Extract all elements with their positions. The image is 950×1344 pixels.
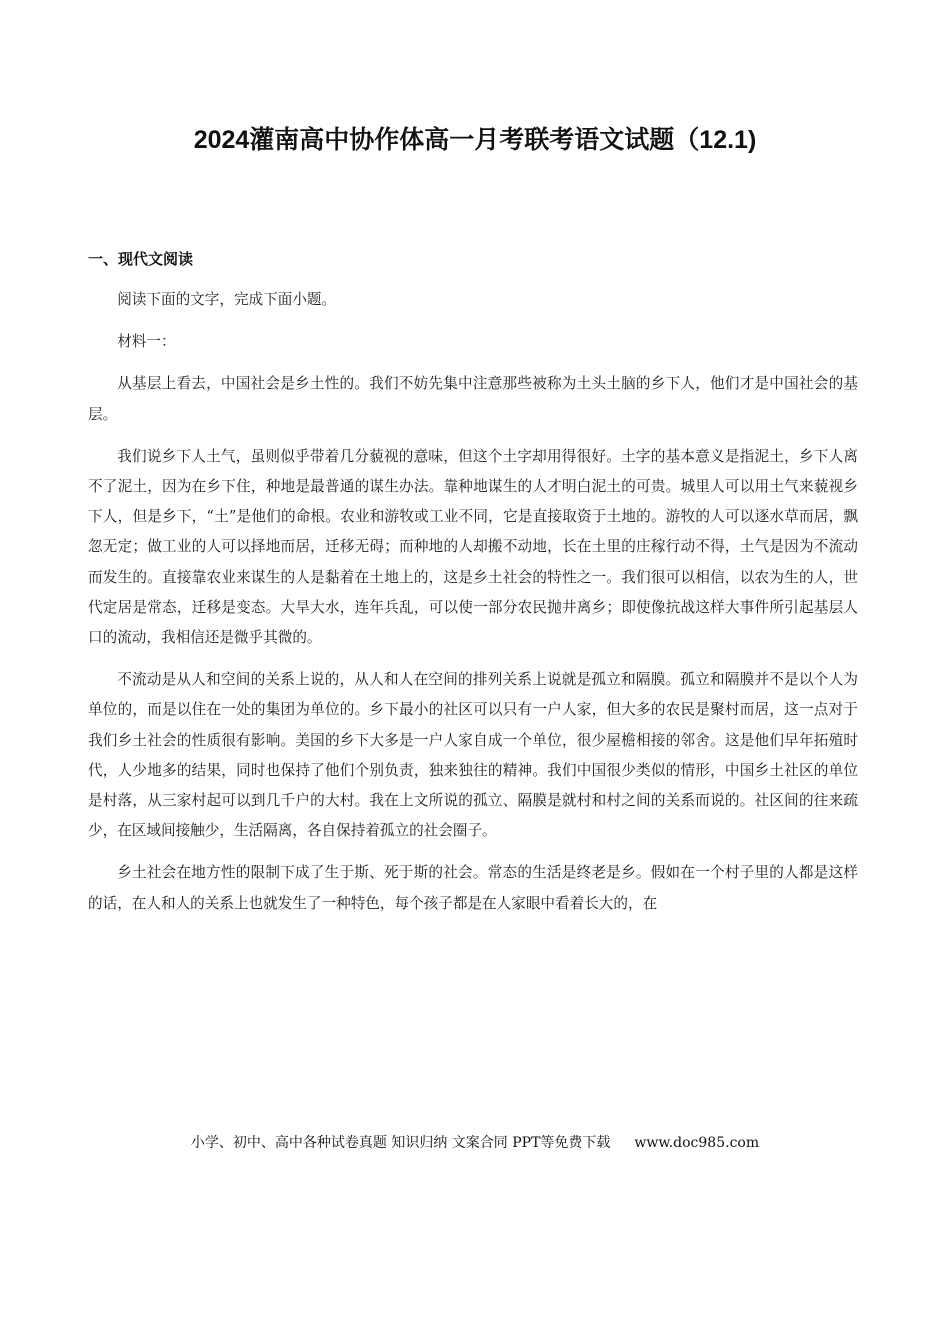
body-paragraph: 不流动是从人和空间的关系上说的，从人和人在空间的排列关系上说就是孤立和隔膜。孤立和隔膜并不是以个人为单位的，而是以住在一处的集团为单位的。乡下最小的社区可以只有一户人家，但大多的农民是聚村而居，这一点对于我们乡土社会的性质很有影响。美国的乡下大多是一户人家自成一个单位，很少屋檐相接的邻舍。这是他们早年拓殖时代，人少地多的结果，同时也保持了他们个别负责，独来独往的精神。我们中国很少类似的情形，中国乡土社区的单位是村落，从三家村起可以到几千户的大村。我在上文所说的孤立、隔膜是就村和村之间的关系而说的。社区间的往来疏少，在区域间接触少，生活隔离，各自保持着孤立的社会圈子。 [88,671,858,840]
document-title: 2024灌南高中协作体高一月考联考语文试题（12.1) [193,126,757,154]
material-label: 材料一： [117,333,176,351]
section-heading: 一、现代文阅读 [88,250,194,268]
body-paragraph: 从基层上看去，中国社会是乡土性的。我们不妨先集中注意那些被称为土头土脑的乡下人，他们才是中国社会的基层。 [88,375,858,423]
body-paragraph: 乡土社会在地方性的限制下成了生于斯、死于斯的社会。常态的生活是终老是乡。假如在一个村子里的人都是这样的话，在人和人的关系上也就发生了一种特色，每个孩子都是在人家眼中看着长大的，在 [88,864,858,912]
instruction-text: 阅读下面的文字，完成下面小题。 [117,291,337,308]
document-body [88,285,858,931]
body-paragraph: 我们说乡下人土气，虽则似乎带着几分藐视的意味，但这个土字却用得很好。土字的基本意义是指泥土，乡下人离不了泥土，因为在乡下住，种地是最普通的谋生办法。靠种地谋生的人才明白泥土的可贵。城里人可以用土气来藐视乡下人，但是乡下，“土”是他们的命根。农业和游牧或工业不同，它是直接取资于土地的。游牧的人可以逐水草而居，飘忽无定；做工业的人可以择地而居，迁移无碍；而种地的人却搬不动地，长在土里的庄稼行动不得，土气是因为不流动而发生的。直接靠农业来谋生的人是黏着在土地上的，这是乡土社会的特性之一。我们很可以相信，以农为生的人，世代定居是常态，迁移是变态。大旱大水，连年兵乱，可以使一部分农民抛井离乡；即使像抗战这样大事件所引起基层人口的流动，我相信还是微乎其微的。 [88,447,858,647]
footer-text: 小学、初中、高中各种试卷真题 知识归纳 文案合同 PPT等免费下载 [190,1135,611,1151]
footer-url[interactable]: www.doc985.com [634,1135,760,1151]
page-footer [0,1132,950,1154]
